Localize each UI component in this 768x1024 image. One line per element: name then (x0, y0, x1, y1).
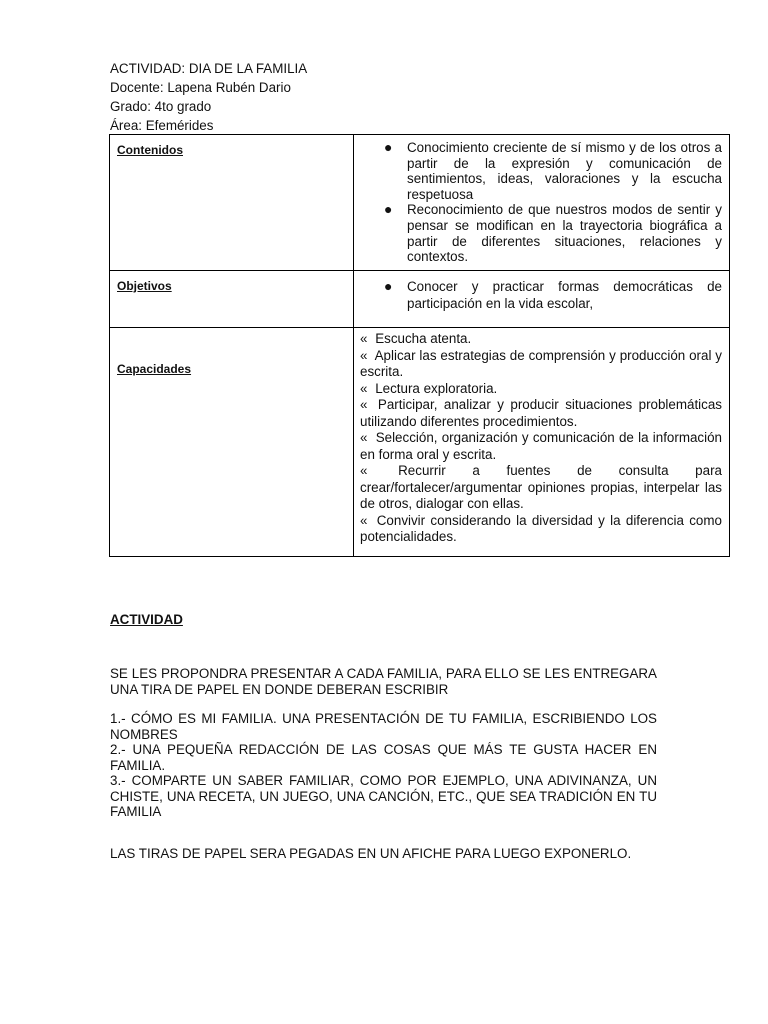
list-item (360, 430, 722, 463)
capacidad-text: Selección, organización y comunicación de la información en forma oral y escrita. (360, 430, 722, 462)
list-item (360, 331, 722, 348)
grade-line: Grado: 4to grado (110, 99, 212, 114)
capacidades-label-cell (110, 328, 354, 557)
list-item: ● Reconocimiento de que nuestros modos de sentir y pensar se modifican en la trayectoria biográfica a partir de diferentes situaciones, relaciones y contextos. (407, 202, 722, 264)
list-item (360, 397, 722, 430)
teacher-line: Docente: Lapena Rubén Dario (110, 80, 291, 95)
quote-marker: « (360, 430, 368, 445)
activity-title-line: ACTIVIDAD: DIA DE LA FAMILIA (110, 61, 308, 76)
list-item (360, 381, 722, 398)
activity-step: 2.- UNA PEQUEÑA REDACCIÓN DE LAS COSAS QUE MÁS TE GUSTA HACER EN FAMILIA. (110, 742, 657, 773)
activity-step: 1.- CÓMO ES MI FAMILIA. UNA PRESENTACIÓN DE TU FAMILIA, ESCRIBIENDO LOS NOMBRES (110, 711, 657, 742)
quote-marker: « (360, 380, 368, 396)
table-row-capacidades (110, 328, 730, 557)
capacidades-list (354, 328, 729, 546)
quote-marker: « (360, 463, 368, 478)
capacidad-text: Lectura exploratoria. (375, 380, 498, 396)
capacidad-text: Convivir considerando la diversidad y la diferencia como potencialidades. (360, 512, 722, 544)
activity-closing: LAS TIRAS DE PAPEL SERA PEGADAS EN UN AFICHE PARA LUEGO EXPONERLO. (110, 846, 632, 861)
objetivos-label: Objetivos (117, 279, 172, 293)
capacidad-text: Aplicar las estrategias de comprensión y producción oral y escrita. (360, 347, 722, 379)
quote-marker: « (360, 331, 368, 346)
list-item: ● Conocimiento creciente de sí mismo y de los otros a partir de la expresión y comunicación de sentimientos, ideas, valoraciones y la escucha respetuosa (407, 140, 722, 202)
planning-table (109, 134, 730, 557)
table-row-contenidos (110, 135, 730, 271)
quote-marker: « (360, 347, 368, 363)
contenidos-label-cell (110, 135, 354, 271)
capacidades-content-cell (354, 328, 730, 557)
capacidad-text: Participar, analizar y producir situaciones problemáticas utilizando diferentes procedimientos. (360, 397, 722, 429)
capacidad-text: Escucha atenta. (375, 331, 472, 346)
list-item: ● Conocer y practicar formas democráticas de participación en la vida escolar, (407, 278, 722, 312)
objetivos-content-cell (354, 271, 730, 328)
activity-step: 3.- COMPARTE UN SABER FAMILIAR, COMO POR EJEMPLO, UNA ADIVINANZA, UN CHISTE, UNA RECETA, UN JUEGO, UNA CANCIÓN, ETC., QUE SEA TRADICIÓN EN TU FAMILIA (110, 773, 657, 819)
contenidos-label: Contenidos (117, 143, 183, 157)
objetivos-list (354, 271, 729, 312)
activity-steps (110, 711, 657, 820)
area-line: Área: Efemérides (110, 118, 214, 133)
capacidad-text: Recurrir a fuentes de consulta para crear/fortalecer/argumentar opiniones propias, interpelar las de otros, dialogar con ellas. (360, 463, 722, 511)
list-item (360, 463, 722, 513)
contenidos-list (354, 135, 729, 265)
list-item (360, 513, 722, 546)
objetivos-label-cell (110, 271, 354, 328)
activity-intro: SE LES PROPONDRA PRESENTAR A CADA FAMILIA, PARA ELLO SE LES ENTREGARA UNA TIRA DE PAPEL EN DONDE DEBERAN ESCRIBIR (110, 666, 657, 697)
quote-marker: « (360, 397, 368, 412)
activity-section-title: ACTIVIDAD (110, 612, 183, 627)
contenidos-content-cell (354, 135, 730, 271)
quote-marker: « (360, 512, 368, 528)
capacidades-label: Capacidades (117, 362, 192, 376)
table-row-objetivos (110, 271, 730, 328)
document-header (110, 59, 670, 135)
list-item (360, 348, 722, 381)
